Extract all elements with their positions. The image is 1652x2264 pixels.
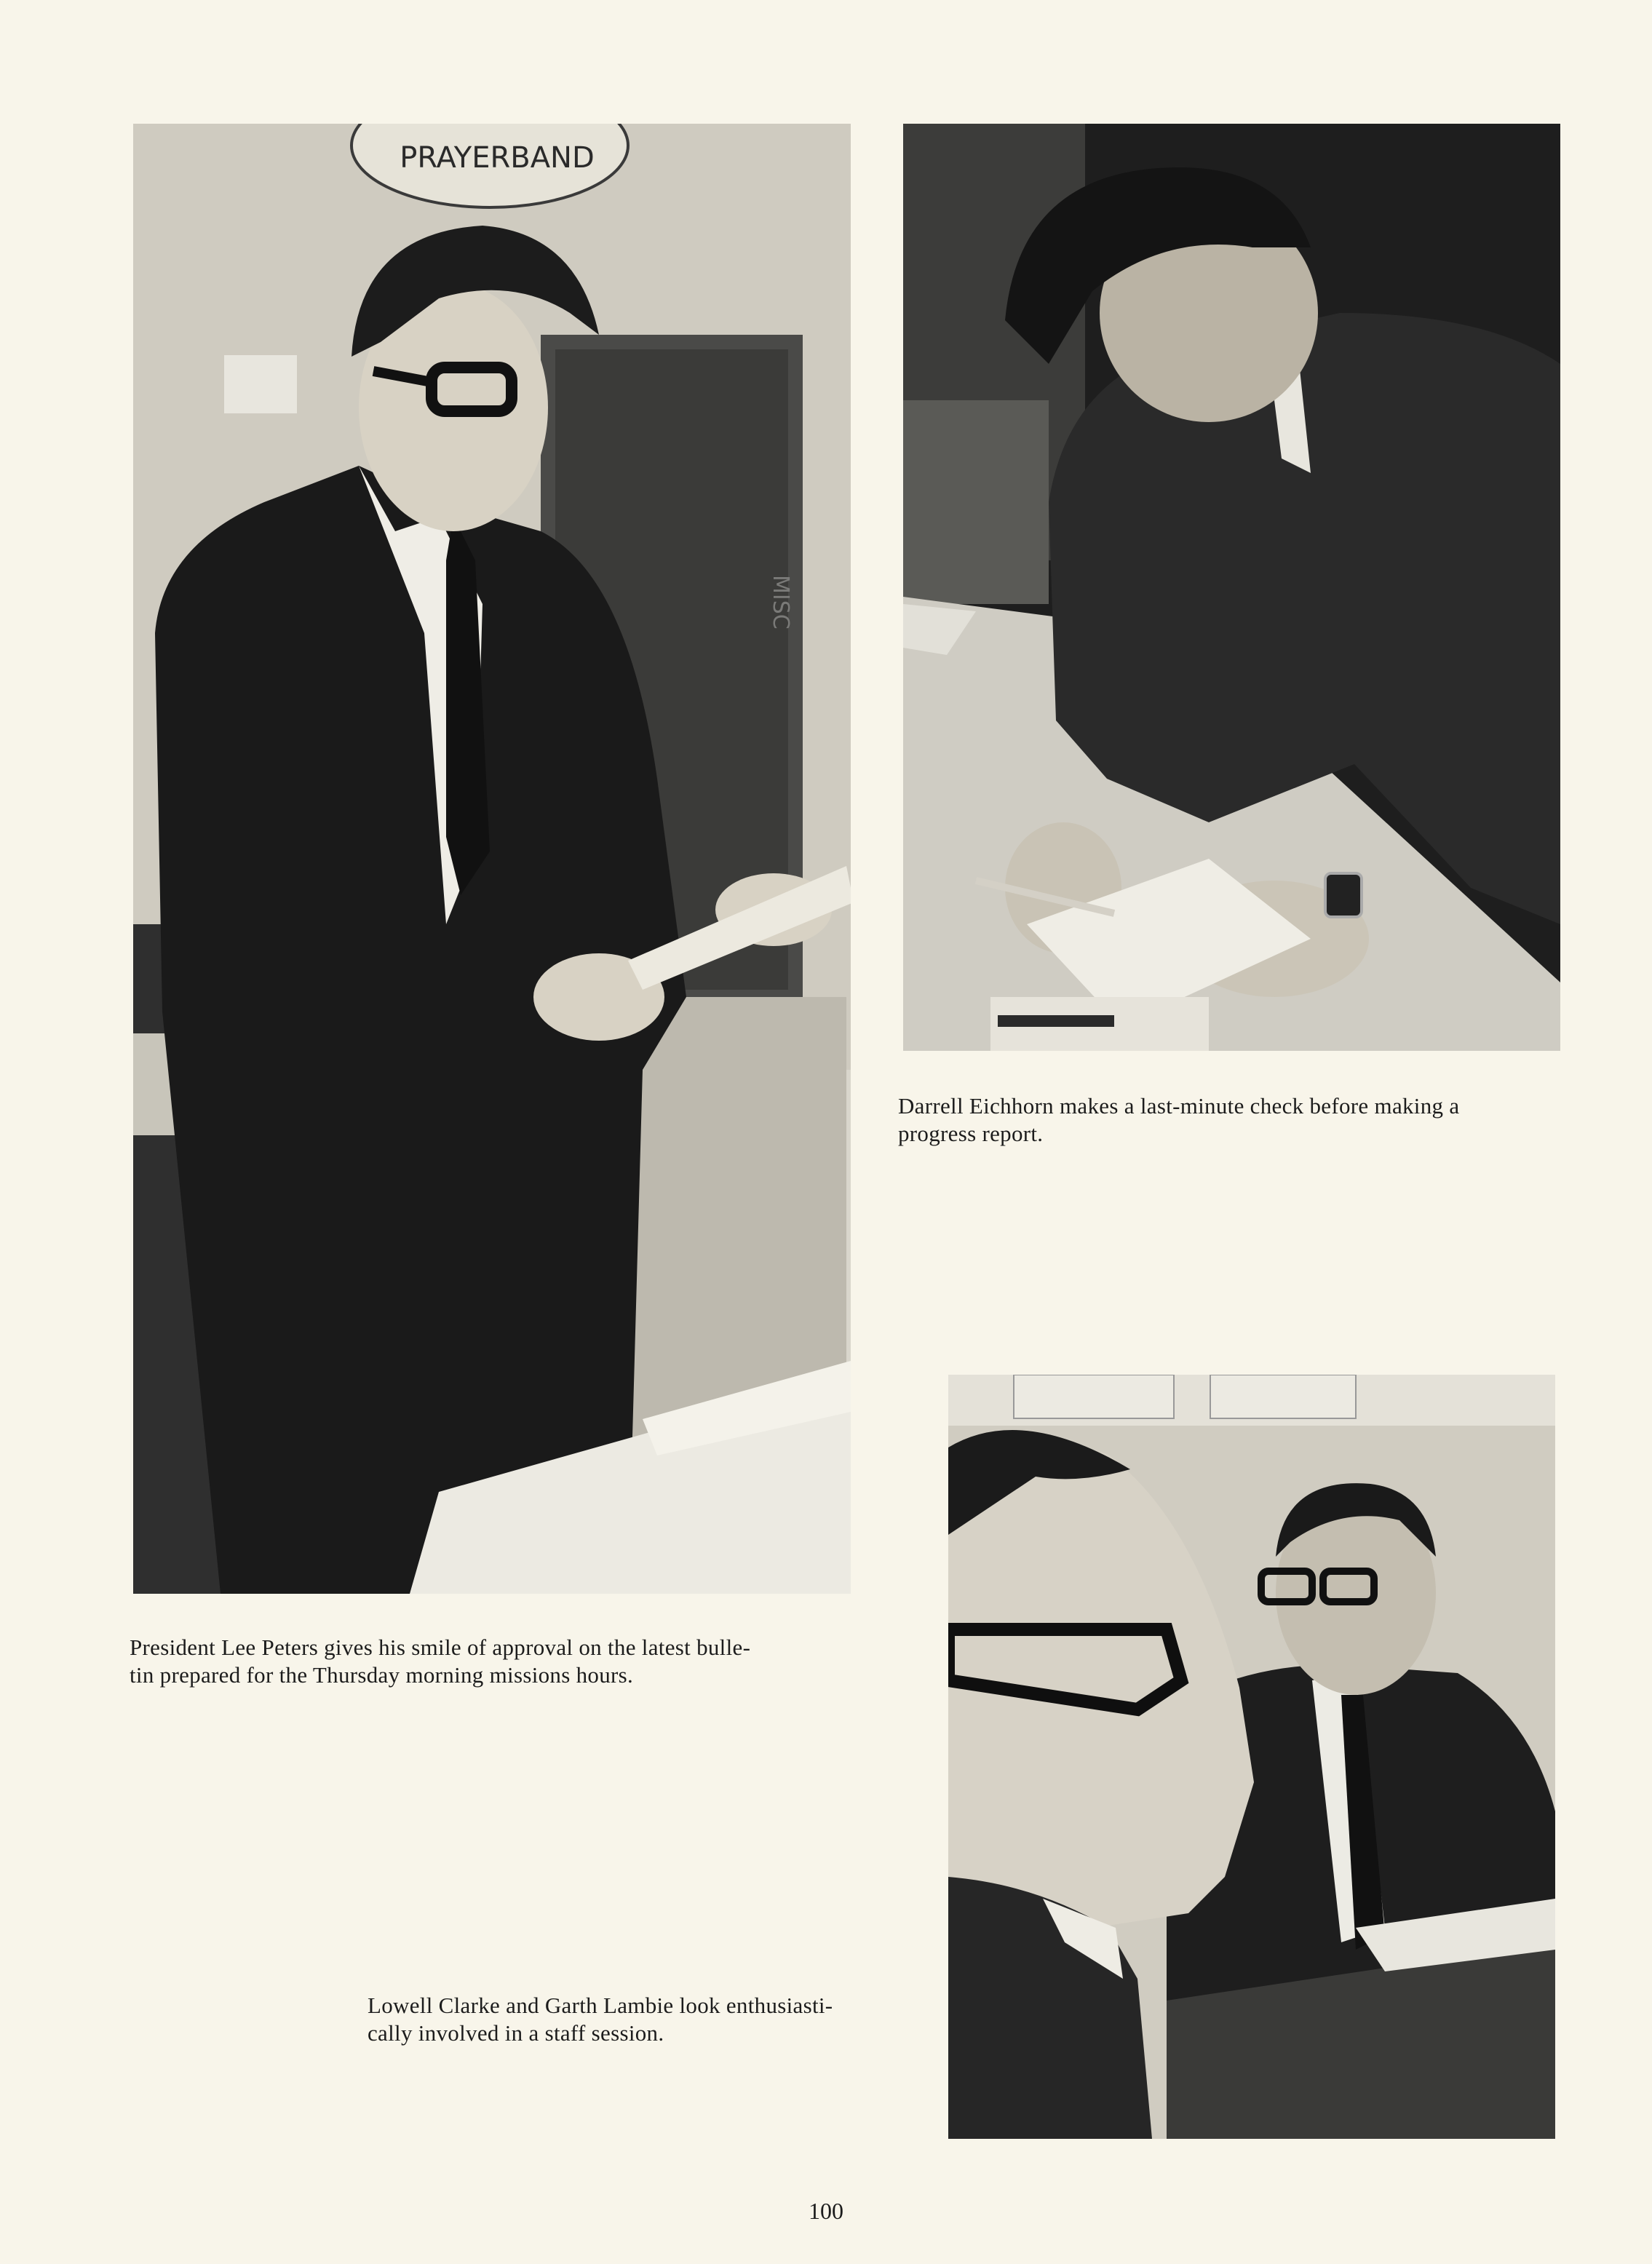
caption-darrell-eichhorn <box>898 1092 1459 1148</box>
caption-line: President Lee Peters gives his smile of approval on the latest bulle- <box>130 1635 751 1660</box>
caption-lowell-clarke-garth-lambie <box>368 1992 833 2047</box>
svg-text:PRAYERBAND: PRAYERBAND <box>400 141 595 175</box>
page-number: 100 <box>809 2198 843 2224</box>
photo-president-lee-peters <box>133 124 851 1594</box>
photo-darrell-eichhorn <box>903 124 1560 1051</box>
caption-line: cally involved in a staff session. <box>368 2020 664 2046</box>
caption-line: Darrell Eichhorn makes a last-minute check before making a <box>898 1093 1460 1119</box>
caption-line: tin prepared for the Thursday morning missions hours. <box>130 1662 634 1688</box>
caption-president-lee-peters <box>130 1634 750 1689</box>
caption-line: progress report. <box>898 1121 1044 1146</box>
photo-lowell-clarke-garth-lambie <box>948 1375 1555 2139</box>
caption-line: Lowell Clarke and Garth Lambie look enthusiasti- <box>368 1993 833 2018</box>
svg-text:MISC: MISC <box>768 575 793 629</box>
